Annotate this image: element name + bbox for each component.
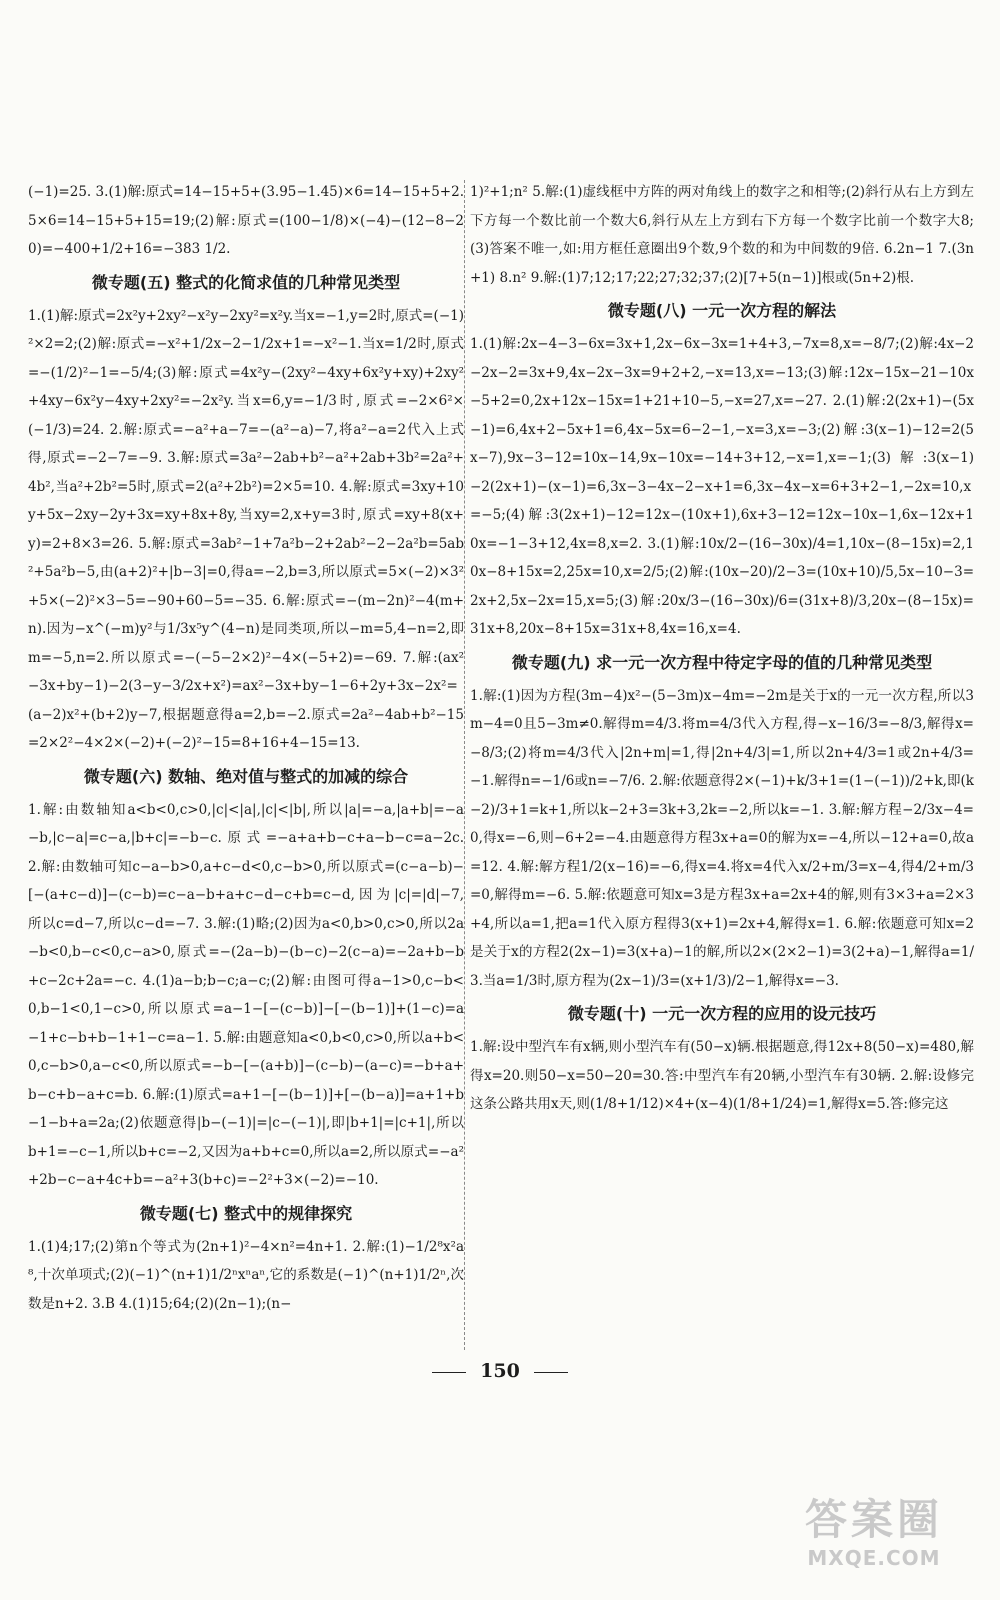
watermark-main-text: 答案圈 xyxy=(804,1495,943,1544)
section-paragraph: 1.解:设中型汽车有x辆,则小型汽车有(50−x)辆.根据题意,得12x+8(50−x)=480,解得x=20.则50−x=50−20=30.答:中型汽车有20辆,小型汽车有30辆. 2.解:设修完这条公路共用x天,则(1/8+1/12)×4+(x−4)(1/8+1/24)=1,解得x=5.答:修完这 xyxy=(470,1039,974,1112)
section-paragraph: 1.(1)解:2x−4−3−6x=3x+1,2x−6x−3x=1+4+3,−7x=8,x=−8/7;(2)解:4x−2−2x−2=3x+9,4x−2x−3x=9+2+2,−x=13,x=−13;(3)解:12x−15x−21−10x−5+2=0,2x+12x−15x=1+21+10−5,−x=27,x=−27. 2.(1)解:2(2x+1)−(5x−1)=6,4x+2−5x+1=6,4x−5x=6−2−1,−x=3,x=−3;(2)解:3(x−1)−12=2(5x−7),9x−3−12=10x−14,9x−10x=−14+3+12,−x=1,x=−1;(3)解:3(x−1)−2(2x+1)−(x−1)=6,3x−3−4x−2−x+1=6,3x−4x−x=6+3+2−1,−2x=10,x=−5;(4)解:3(2x+1)−12=12x−(10x+1),6x+3−12=12x−10x−1,6x−12x+10x=−1−3+12,4x=8,x=2. 3.(1)解:10x/2−(16−30x)/4=1,10x−(8−15x)=2,10x−8+15x=2,25x=10,x=2/5;(2)解:(10x−20)/2−3=(10x+10)/5,5x−10−3=2x+2,5x−2x=15,x=5;(3)解:20x/3−(16−30x)/6=(31x+8)/3,20x−(8−15x)=31x+8,20x−8+15x=31x+8,4x=16,x=4. xyxy=(470,336,974,637)
section-title: 微专题(九) 求一元一次方程中待定字母的值的几种常见类型 xyxy=(511,652,933,672)
section-9 xyxy=(470,650,974,996)
right-intro xyxy=(470,178,974,292)
left-column xyxy=(28,178,464,1318)
left-intro-text: (−1)=25. 3.(1)解:原式=14−15+5+(3.95−1.45)×6=14−15+5+2.5×6=14−15+5+15=19;(2)解:原式=(100−1/8)×(−4)−(12−8−20)=−400+1/2+16=−383 1/2. xyxy=(28,184,464,257)
column-divider xyxy=(464,180,465,1350)
left-intro xyxy=(28,178,464,264)
section-10 xyxy=(470,1001,974,1119)
section-7 xyxy=(28,1201,464,1319)
right-column xyxy=(470,178,974,1119)
page-number: 150 xyxy=(0,1360,1000,1382)
watermark-logo xyxy=(774,1494,974,1586)
section-6 xyxy=(28,764,464,1195)
section-title: 微专题(五) 整式的化简求值的几种常见类型 xyxy=(91,272,401,292)
section-title: 微专题(七) 整式中的规律探究 xyxy=(139,1203,353,1223)
section-paragraph: 1.解:(1)因为方程(3m−4)x²−(5−3m)x−4m=−2m是关于x的一元一次方程,所以3m−4=0且5−3m≠0.解得m=4/3.将m=4/3代入方程,得−x−16/3=−8/3,解得x=−8/3;(2)将m=4/3代入|2n+m|=1,得|2n+4/3|=1,所以2n+4/3=1或2n+4/3=−1.解得n=−1/6或n=−7/6. 2.解:依题意得2×(−1)+k/3+1=(1−(−1))/2+k,即(k−2)/3+1=k+1,所以k−2+3=3k+3,2k=−2,所以k=−1. 3.解:解方程−2/3x−4=0,得x=−6,则−6+2=−4.由题意得方程3x+a=0的解为x=−4,所以−12+a=0,故a=12. 4.解:解方程1/2(x−16)=−6,得x=4.将x=4代入x/2+m/3=x−4,得4/2+m/3=0,解得m=−6. 5.解:依题意可知x=3是方程3x+a=2x+4的解,则有3×3+a=2×3+4,所以a=1,把a=1代入原方程得3(x+1)=2x+4,解得x=1. 6.解:依题意可知x=2是关于x的方程2(2x−1)=3(x+a)−1的解,所以2×(2×2−1)=3(2+a)−1,解得a=1/3.当a=1/3时,原方程为(2x−1)/3=(x+1/3)/2−1,解得x=−3. xyxy=(470,687,974,989)
section-paragraph: 1.解:由数轴知a<b<0,c>0,|c|<|a|,|c|<|b|,所以|a|=−a,|a+b|=−a−b,|c−a|=c−a,|b+c|=−b−c.原式=−a+a+b−c+a−b−c=a−2c. 2.解:由数轴可知c−a−b>0,a+c−d<0,c−b>0,所以原式=(c−a−b)−[−(a+c−d)]−(c−b)=c−a−b+a+c−d−c+b=c−d,因为|c|=|d|−7,所以c=d−7,所以c−d=−7. 3.解:(1)略;(2)因为a<0,b>0,c>0,所以2a−b<0,b−c<0,c−a>0,原式=−(2a−b)−(b−c)−2(c−a)=−2a+b−b+c−2c+2a=−c. 4.(1)a−b;b−c;a−c;(2)解:由图可得a−1>0,c−b<0,b−1<0,1−c>0,所以原式=a−1−[−(c−b)]−[−(b−1)]+(1−c)=a−1+c−b+b−1+1−c=a−1. 5.解:由题意知a<0,b<0,c>0,所以a+b<0,c−b>0,a−c<0,所以原式=−b−[−(a+b)]−(c−b)−(a−c)=−b+a+b−c+b−a+c=b. 6.解:(1)原式=a+1−[−(b−1)]+[−(b−a)]=a+1+b−1−b+a=2a;(2)依题意得|b−(−1)|=|c−(−1)|,即|b+1|=|c+1|,所以b+1=−c−1,所以b+c=−2,又因为a+b+c=0,所以a=2,所以原式=−a²+2b−c−a+4c+b=−a²+3(b+c)=−2²+3×(−2)=−10. xyxy=(28,801,464,1188)
section-paragraph: 1.(1)4;17;(2)第n个等式为(2n+1)²−4×n²=4n+1. 2.解:(1)−1/2⁸x²a⁸,十次单项式;(2)(−1)^(n+1)1/2ⁿxⁿaⁿ,它的系数是(−1)^(n+1)1/2ⁿ,次数是n+2. 3.B 4.(1)15;64;(2)(2n−1);(n− xyxy=(28,1238,464,1312)
section-title: 微专题(六) 数轴、绝对值与整式的加减的综合 xyxy=(83,766,409,786)
section-8 xyxy=(470,298,974,644)
section-paragraph: 1.(1)解:原式=2x²y+2xy²−x²y−2xy²=x²y.当x=−1,y=2时,原式=(−1)²×2=2;(2)解:原式=−x²+1/2x−2−1/2x+1=−x²−1.当x=1/2时,原式=−(1/2)²−1=−5/4;(3)解:原式=4x²y−(2xy²−4xy+6x²y+xy)+2xy²+4xy−6x²y−4xy+2xy²=−2x²y.当x=6,y=−1/3时,原式=−2×6²×(−1/3)=24. 2.解:原式=−a²+a−7=−(a²−a)−7,将a²−a=2代入上式得,原式=−2−7=−9. 3.解:原式=3a²−2ab+b²−a²+2ab+3b²=2a²+4b²,当a²+2b²=5时,原式=2(a²+2b²)=2×5=10. 4.解:原式=3xy+10y+5x−2xy−2y+3x=xy+8x+8y,当xy=2,x+y=3时,原式=xy+8(x+y)=2+8×3=26. 5.解:原式=3ab²−1+7a²b−2+2ab²−2−2a²b=5ab²+5a²b−5,由(a+2)²+|b−3|=0,得a=−2,b=3,所以原式=5×(−2)×3²+5×(−2)²×3−5=−90+60−5=−35. 6.解:原式=−(m−2n)²−4(m+n).因为−x^(−m)y²与1/3x⁵y^(4−n)是同类项,所以−m=5,4−n=2,即m=−5,n=2.所以原式=−(−5−2×2)²−4×(−5+2)=−69. 7.解:(ax²−3x+by−1)−2(3−y−3/2x+x²)=ax²−3x+by−1−6+2y+3x−2x²=(a−2)x²+(b+2)y−7,根据题意得a=2,b=−2.原式=2a²−4ab+b²−15=2×2²−4×2×(−2)+(−2)²−15=8+16+4−15=13. xyxy=(28,307,464,751)
section-title: 微专题(八) 一元一次方程的解法 xyxy=(607,301,837,320)
section-title: 微专题(十) 一元一次方程的应用的设元技巧 xyxy=(567,1004,877,1023)
watermark-sub-text: MXQE.COM xyxy=(807,1546,941,1570)
section-5 xyxy=(28,270,464,758)
right-intro-text: 1)²+1;n² 5.解:(1)虚线框中方阵的两对角线上的数字之和相等;(2)斜行从右上方到左下方每一个数比前一个数大6,斜行从左上方到右下方每一个数字比前一个数字大8;(3)答案不唯一,如:用方框任意圈出9个数,9个数的和为中间数的9倍. 6.2n−1 7.(3n+1) 8.n² 9.解:(1)7;12;17;22;27;32;37;(2)[7+5(n−1)]根或(5n+2)根. xyxy=(470,184,974,286)
